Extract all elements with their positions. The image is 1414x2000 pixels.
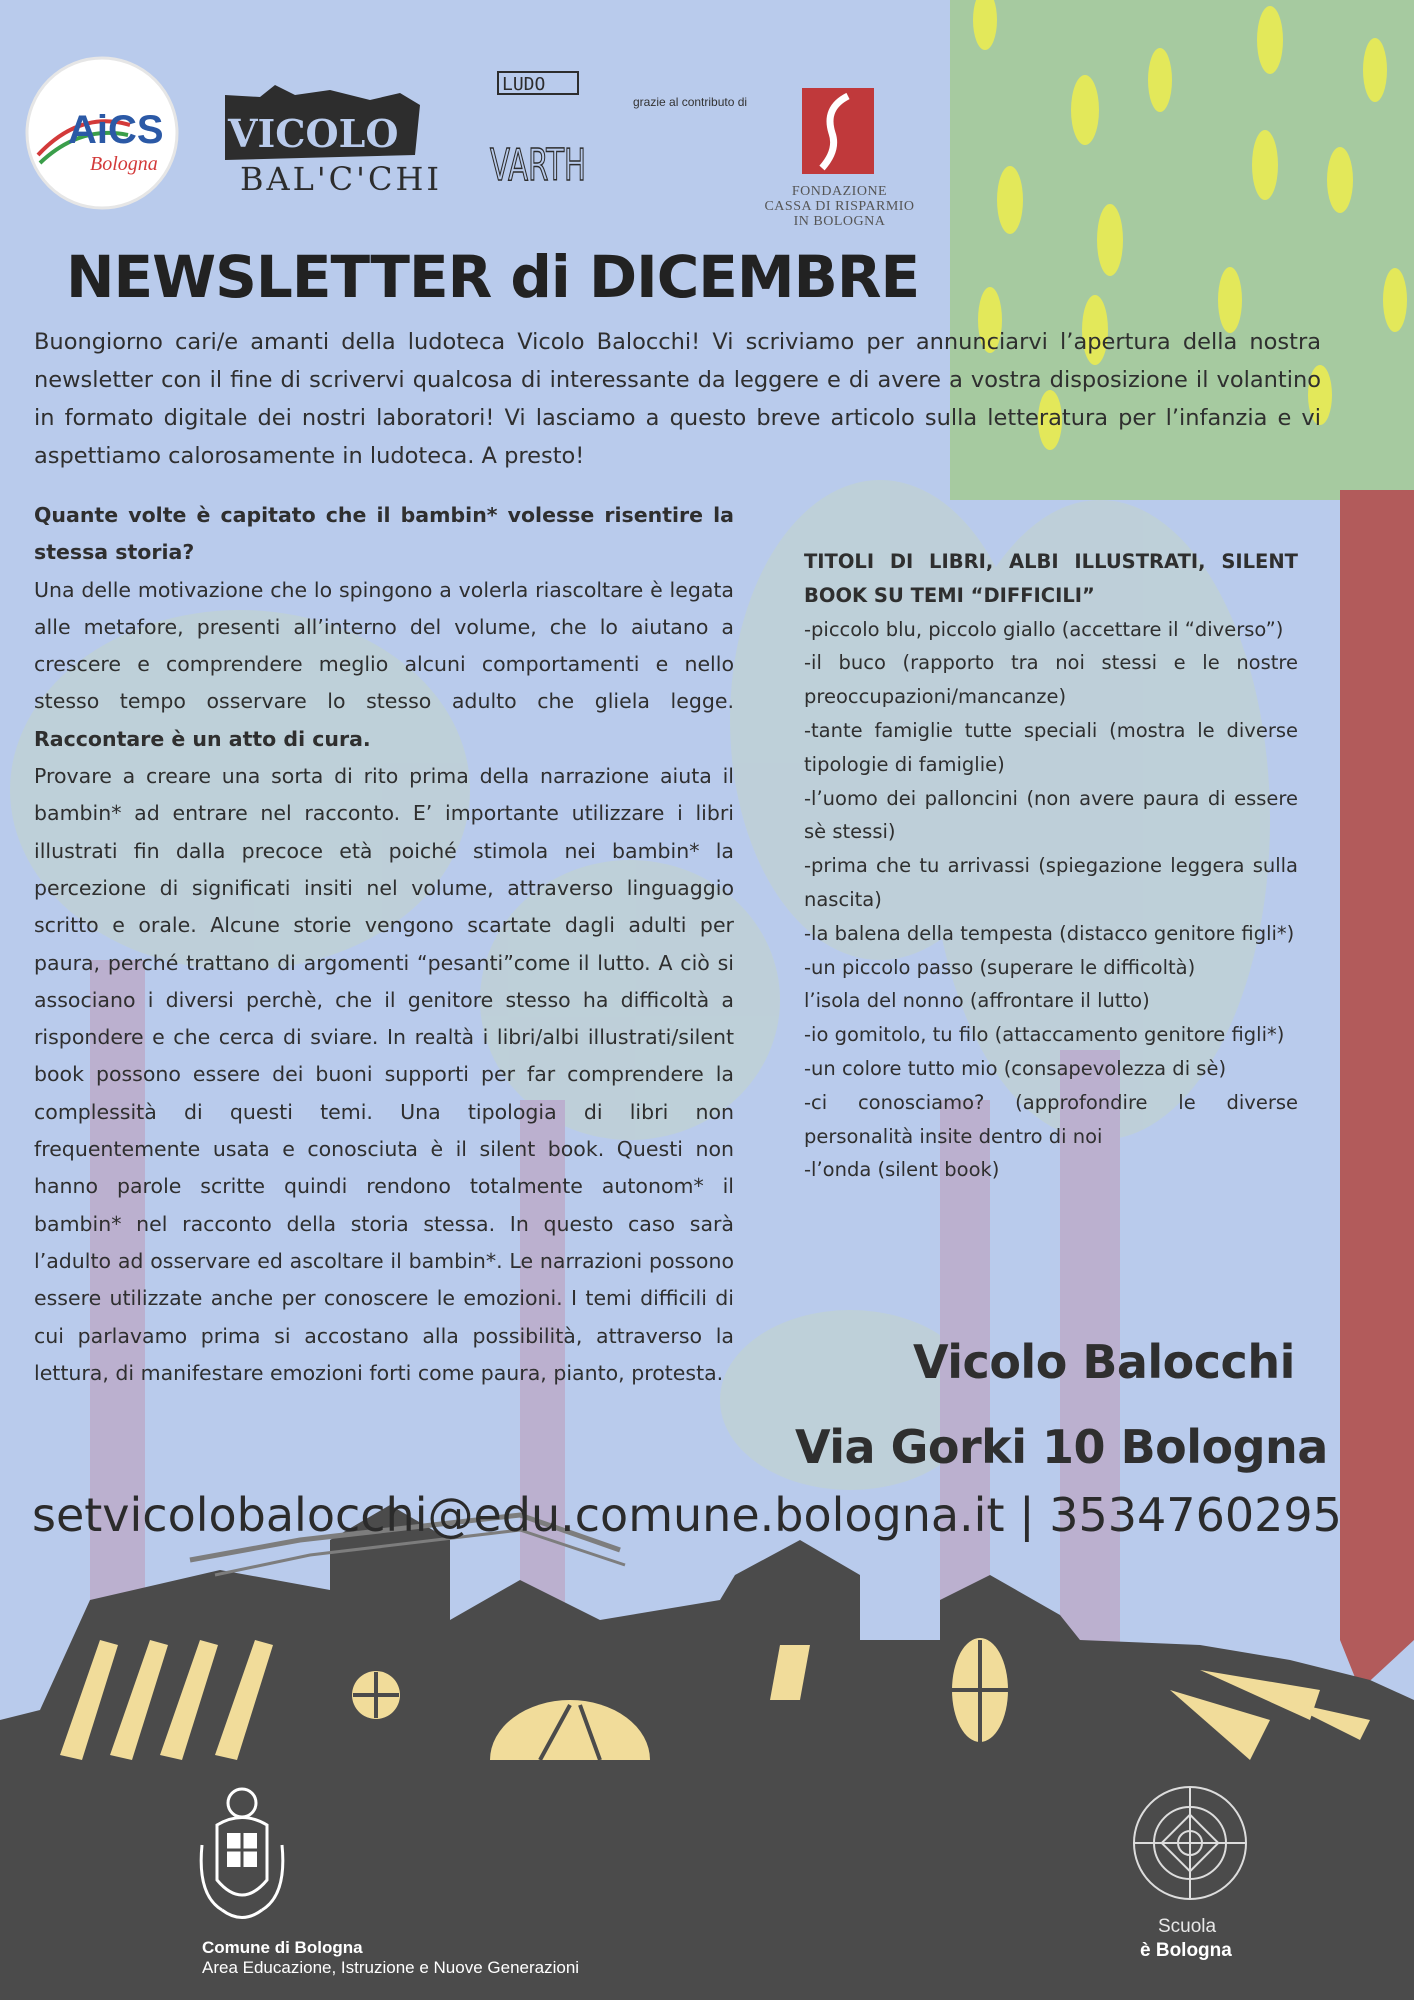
- comune-crest-icon: [197, 1785, 287, 1935]
- aics-subtitle: Bologna: [90, 153, 158, 175]
- book-item: -l’onda (silent book): [804, 1158, 1000, 1182]
- comune-footer: [197, 1785, 617, 1977]
- books-list-section: [804, 545, 1298, 1187]
- book-item: -il buco (rapporto tra noi stessi e le nostre preoccupazioni/mancanze): [804, 651, 1298, 709]
- fondazione-emblem-icon: [752, 88, 927, 183]
- grazie-label: grazie al contributo di: [633, 95, 748, 109]
- article-question: Quante volte è capitato che il bambin* volesse risentire la stessa storia?: [34, 503, 734, 565]
- book-item: -la balena della tempesta (distacco genitore figli*): [804, 921, 1295, 945]
- vicolo-balocchi-logo: [220, 85, 442, 200]
- ludo-varth-logo: [488, 70, 590, 200]
- books-list-title: TITOLI DI LIBRI, ALBI ILLUSTRATI, SILENT BOOK SU TEMI “DIFFICILI”: [804, 550, 1298, 607]
- fondazione-line-1: FONDAZIONE: [791, 184, 888, 199]
- fondazione-logo: [752, 88, 927, 230]
- balocchi-wordmark: BAL'C'CHI: [240, 160, 442, 198]
- address: Via Gorki 10 Bologna: [795, 1420, 1328, 1474]
- article-body-part-2: Provare a creare una sorta di rito prima della narrazione aiuta il bambin* ad entrare nel racconto. E’ importante utilizzare i libri illustrati fin dalla precoce età poiché stimola nei bambin* la percezione di significati insiti nel volume, attraverso linguaggio scritto e orale. Alcune storie vengono scartate dagli adulti per paura, perché trattano di argomenti “pesanti”come il lutto. A ciò si associano i diversi perchè, che il genitore stesso ha difficoltà a rispondere e che cerca di sviare. In realtà i libri/albi illustrati/silent book possono essere dei buoni supporti per far comprendere la complessità di questi temi. Una tipologia di libri non frequentemente usata e conosciuta è il silent book. Questi non hanno parole scritte quindi rendono totalmente autonom* il bambin* nel racconto della storia stessa. In questo caso sarà l’adulto ad osservare ed ascoltare il bambin*. Le narrazioni possono essere utilizzate anche per conoscere le emozioni. I temi difficili di cui parlavamo prima si accostano alla possibilità, attraverso la lettura, di manifestare emozioni forti come paura, pianto, protesta.: [34, 764, 734, 1385]
- intro-paragraph: Buongiorno cari/e amanti della ludoteca Vicolo Balocchi! Vi scriviamo per annunciarvi l’apertura della nostra newsletter con il fine di scrivervi qualcosa di interessante da leggere e di avere a vostra disposizione il volantino in formato digitale dei nostri laboratori! Vi lasciamo a questo breve articolo sulla letteratura per l’infanzia e vi aspettiamo calorosamente in ludoteca. A presto!: [34, 329, 1321, 469]
- fondazione-line-3: IN BOLOGNA: [793, 214, 886, 229]
- contact-line: setvicolobalocchi@edu.comune.bologna.it | 3534760295: [32, 1488, 1342, 1542]
- article-body: [34, 572, 734, 758]
- book-item: -ci conosciamo? (approfondire le diverse personalità insite dentro di noi: [804, 1090, 1298, 1148]
- book-item: -tante famiglie tutte speciali (mostra le diverse tipologie di famiglie): [804, 718, 1298, 776]
- book-item: -io gomitolo, tu filo (attaccamento genitore figli*): [804, 1023, 1285, 1047]
- book-item: -piccolo blu, piccolo giallo (accettare il “diverso”): [804, 617, 1284, 641]
- comune-name: Comune di Bologna: [202, 1938, 363, 1957]
- article-column: [34, 497, 734, 1392]
- scuola-label: Scuola: [1158, 1916, 1217, 1937]
- book-item: -prima che tu arrivassi (spiegazione leggera sulla nascita): [804, 854, 1298, 911]
- book-item: l’isola del nonno (affrontare il lutto): [804, 989, 1150, 1013]
- tree-trunk-right: [1340, 490, 1414, 1690]
- ludo-wordmark: LUDO: [502, 74, 546, 95]
- book-item: -un colore tutto mio (consapevolezza di sè): [804, 1056, 1227, 1080]
- vicolo-wordmark: VICOLO: [228, 111, 399, 156]
- fondazione-line-2: CASSA DI RISPARMIO: [764, 199, 915, 214]
- book-item: -l’uomo dei palloncini (non avere paura di essere sè stessi): [804, 786, 1298, 844]
- scuola-brand: è Bologna: [1140, 1940, 1232, 1961]
- book-item: -un piccolo passo (superare le difficoltà): [804, 955, 1196, 979]
- aics-wordmark: AiCS: [68, 108, 164, 152]
- scuola-footer: [1120, 1783, 1260, 1963]
- article-highlight: Raccontare è un atto di cura.: [34, 726, 371, 751]
- varth-wordmark: VARTH: [490, 140, 586, 191]
- place-name: Vicolo Balocchi: [913, 1335, 1295, 1389]
- comune-area: Area Educazione, Istruzione e Nuove Generazioni: [202, 1958, 580, 1977]
- article-body-part-1: Una delle motivazione che lo spingono a volerla riascoltare è legata alle metafore, presenti all’interno del volume, che lo aiutano a crescere e comprendere meglio alcuni comportamenti e nello stesso tempo osservare lo stesso adulto che gliela legge.: [34, 577, 734, 714]
- scuola-emblem-icon: [1120, 1783, 1260, 1908]
- books-list: [804, 613, 1298, 1188]
- newsletter-title: NEWSLETTER di DICEMBRE: [66, 243, 920, 311]
- aics-bologna-logo: [20, 55, 185, 210]
